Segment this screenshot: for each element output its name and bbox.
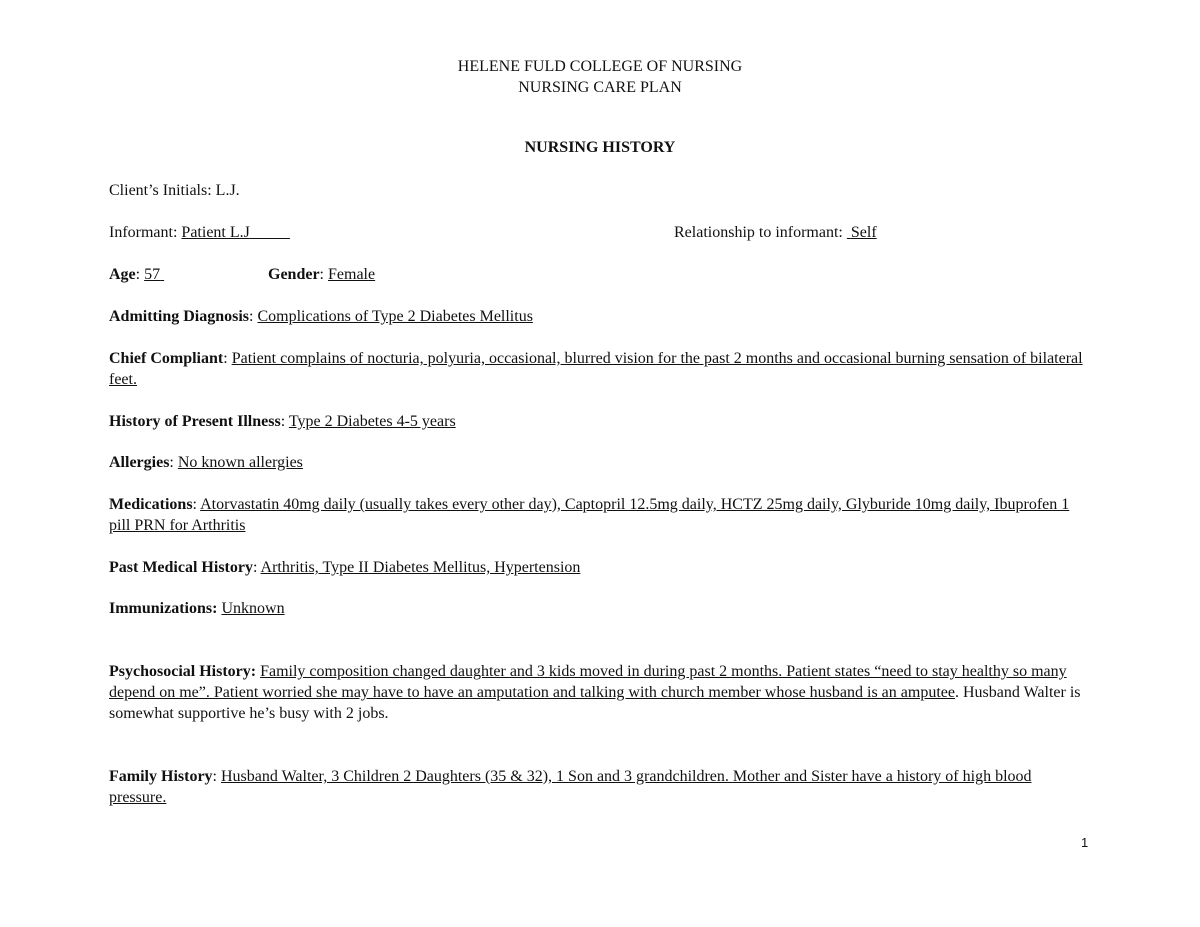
age-label: Age [109, 266, 136, 283]
client-initials-value: L.J. [215, 182, 240, 199]
admitting-diagnosis-row: Admitting Diagnosis: Complications of Type 2 Diabetes Mellitus [109, 308, 533, 325]
care-plan-title: NURSING CARE PLAN [518, 79, 682, 96]
relationship-row [674, 222, 877, 243]
past-medical-history-value: Arthritis, Type II Diabetes Mellitus, Hypertension [260, 559, 581, 576]
college-name: HELENE FULD COLLEGE OF NURSING [457, 58, 743, 75]
past-medical-history-row: Past Medical History: Arthritis, Type II Diabetes Mellitus, Hypertension [109, 559, 581, 576]
medications-value: Atorvastatin 40mg daily (usually takes every other day), Captopril 12.5mg daily, HCTZ 25mg daily, Glyburide 10mg daily, Ibuprofen 1 pill PRN for Arthritis [109, 496, 1070, 534]
client-initials-label: Client’s Initials: [109, 182, 212, 199]
family-history-label: Family History [109, 768, 213, 785]
chief-complaint-value: Patient complains of nocturia, polyuria, occasional, blurred vision for the past 2 months and occasional burning sensation of bilateral feet. [109, 350, 1083, 388]
allergies-row: Allergies: No known allergies [109, 454, 303, 471]
admitting-diagnosis-value: Complications of Type 2 Diabetes Mellitus [257, 308, 533, 325]
psychosocial-history-row [109, 661, 1089, 724]
medications-label: Medications [109, 496, 193, 513]
past-medical-history-label: Past Medical History [109, 559, 253, 576]
allergies-value: No known allergies [177, 454, 303, 471]
admitting-diagnosis-label: Admitting Diagnosis [109, 308, 250, 325]
informant-row [109, 222, 649, 243]
immunizations-row [109, 598, 1089, 619]
psychosocial-history-value: Family composition changed daughter and 3 kids moved in during past 2 months. Patient states “need to stay healthy so many depend on me”. Patient worried she may have to have an amputation and talking with church member whose husband is an amputee [109, 663, 1067, 701]
present-illness-label: History of Present Illness [109, 413, 281, 430]
gender-label: Gender [268, 266, 320, 283]
age-row: Age: 57 [109, 264, 259, 285]
family-history-row: Family History: Husband Walter, 3 Children 2 Daughters (35 & 32), 1 Son and 3 grandchildren. Mother and Sister have a history of high blood pressure. [109, 768, 1032, 806]
gender-row: Gender: Female [268, 266, 376, 283]
psychosocial-history-note: . Husband Walter is somewhat supportive he’s busy with 2 jobs. [109, 684, 1081, 722]
psychosocial-history-label: Psychosocial History: [109, 663, 257, 680]
relationship-value: Self [850, 224, 877, 241]
page-number: 1 [1081, 835, 1089, 850]
informant-label: Informant: [109, 224, 178, 241]
medications-row: Medications: Atorvastatin 40mg daily (usually takes every other day), Captopril 12.5mg daily, HCTZ 25mg daily, Glyburide 10mg daily, Ibuprofen 1 pill PRN for Arthritis [109, 496, 1070, 534]
age-value: 57 [144, 266, 161, 283]
family-history-value: Husband Walter, 3 Children 2 Daughters (35 & 32), 1 Son and 3 grandchildren. Mother and Sister have a history of high blood pressure. [109, 768, 1032, 806]
present-illness-value: Type 2 Diabetes 4-5 years [288, 413, 456, 430]
chief-complaint-label: Chief Compliant [109, 350, 224, 367]
immunizations-label: Immunizations: [109, 600, 218, 617]
allergies-label: Allergies [109, 454, 170, 471]
section-title: NURSING HISTORY [524, 139, 676, 156]
informant-value: Patient L.J [181, 224, 250, 241]
client-initials-row [109, 180, 1089, 201]
immunizations-value: Unknown [221, 600, 285, 617]
relationship-label: Relationship to informant: [674, 224, 843, 241]
chief-complaint-row: Chief Compliant: Patient complains of nocturia, polyuria, occasional, blurred vision for the past 2 months and occasional burning sensation of bilateral feet. [109, 350, 1083, 388]
gender-value: Female [328, 266, 376, 283]
present-illness-row: History of Present Illness: Type 2 Diabetes 4-5 years [109, 413, 456, 430]
